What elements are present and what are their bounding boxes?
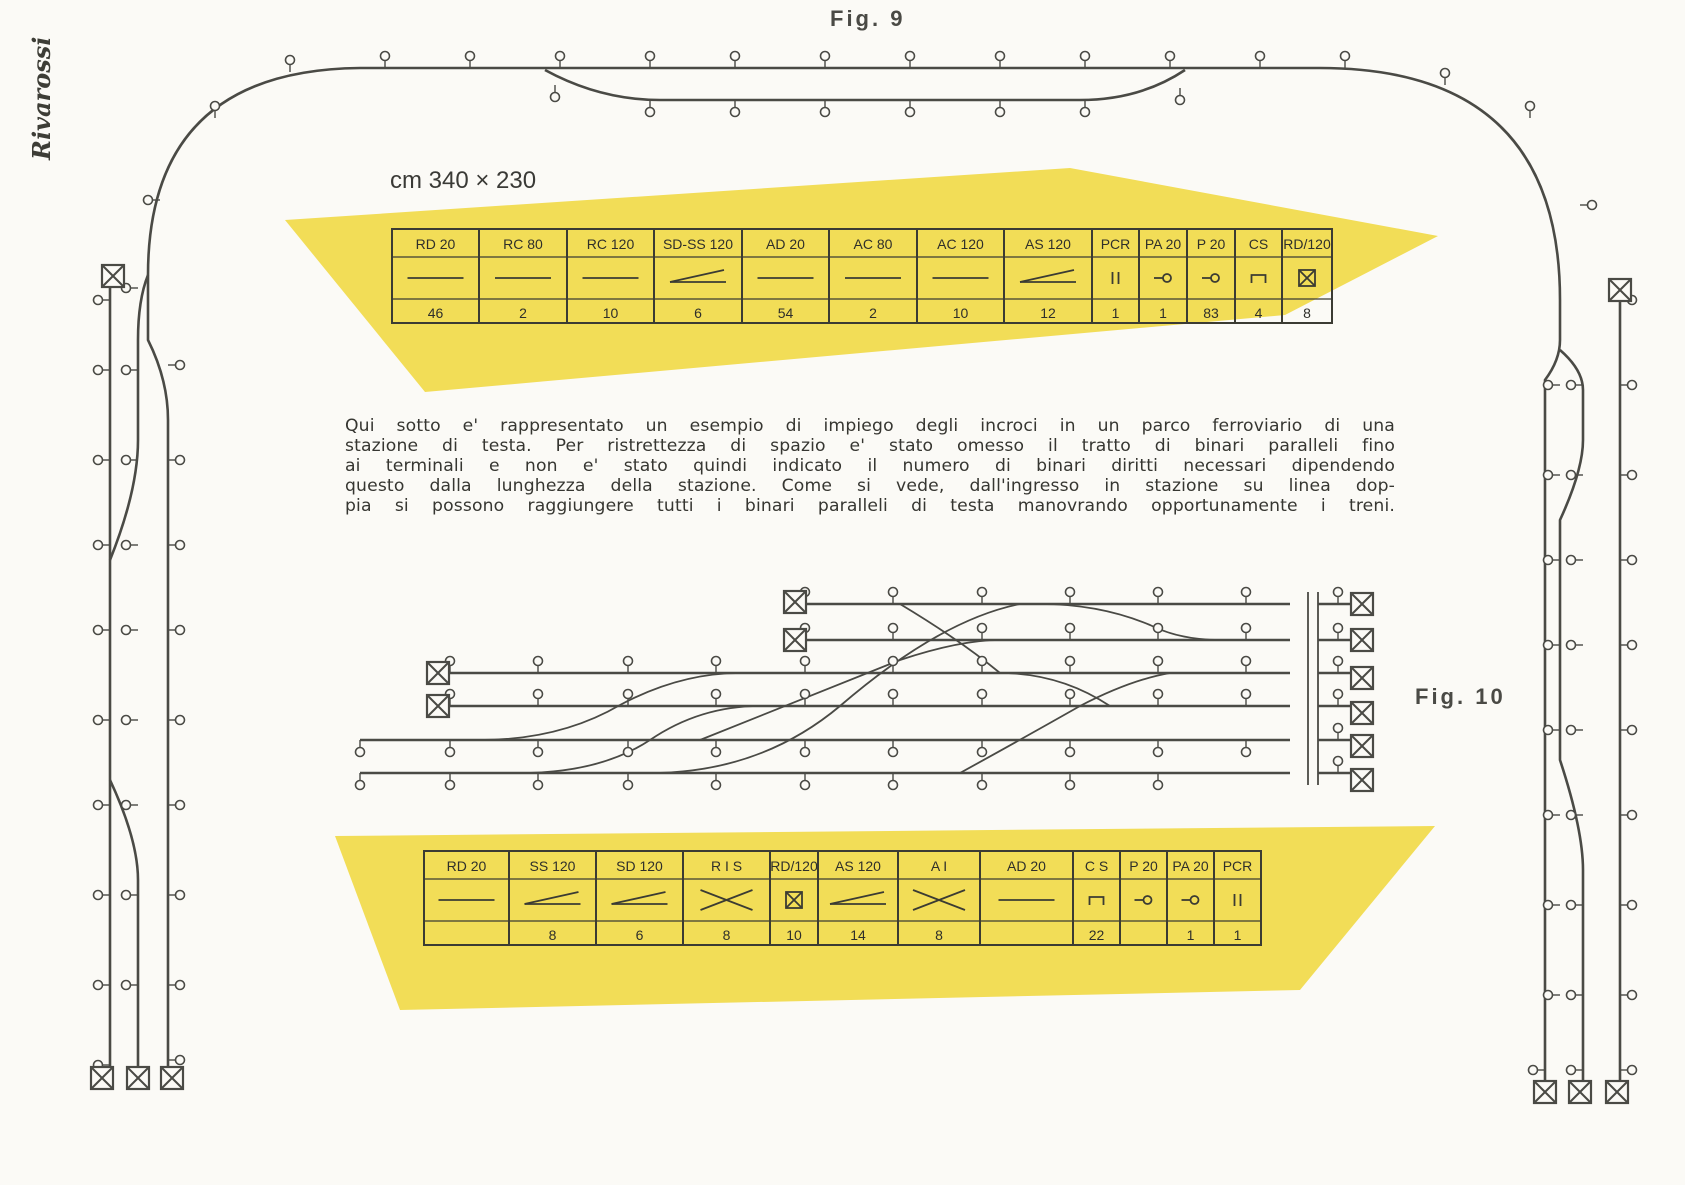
signal-icon <box>211 102 220 111</box>
t1-qty-9: 1 <box>1159 305 1167 321</box>
t1-qty-10: 83 <box>1203 305 1219 321</box>
signal-icon <box>978 748 987 757</box>
signal-icon <box>94 626 103 635</box>
t2-qty-1: 8 <box>548 927 557 943</box>
signal-icon <box>122 981 131 990</box>
signal-icon <box>1154 690 1163 699</box>
signal-icon <box>1176 96 1185 105</box>
signal-icon <box>176 891 185 900</box>
t1-header-9: PA 20 <box>1144 236 1182 252</box>
t2-header-2: SD 120 <box>616 858 663 874</box>
t1-header-7: AS 120 <box>1025 236 1071 252</box>
signal-icon <box>446 781 455 790</box>
signal-icon <box>94 456 103 465</box>
signal-icon <box>1588 201 1597 210</box>
signal-icon <box>821 52 830 61</box>
description-line-3: ai terminali e non e' stato quindi indicato il numero di binari diritti necessari dipendendo <box>345 456 1395 476</box>
t1-header-3: SD-SS 120 <box>662 236 734 252</box>
t2-header-8: C S <box>1084 858 1109 874</box>
signal-icon <box>1544 991 1553 1000</box>
t1-header-12: RD/120 <box>1283 236 1331 252</box>
t2-qty-2: 6 <box>635 927 644 943</box>
signal-icon <box>1334 657 1343 666</box>
signal-icon <box>906 108 915 117</box>
signal-icon <box>1526 102 1535 111</box>
t1-header-10: P 20 <box>1196 236 1226 252</box>
signal-icon <box>1066 781 1075 790</box>
t1-header-2: RC 120 <box>586 236 635 252</box>
signal-icon <box>1567 991 1576 1000</box>
signal-icon <box>1567 641 1576 650</box>
t1-qty-4: 54 <box>777 305 794 321</box>
t2-header-7: AD 20 <box>1007 858 1046 874</box>
signal-icon <box>1066 690 1075 699</box>
fig10-signals <box>356 588 1374 792</box>
signal-icon <box>712 748 721 757</box>
signal-icon <box>176 1056 185 1065</box>
signal-icon <box>1628 726 1637 735</box>
t1-qty-1: 2 <box>519 305 527 321</box>
signal-icon <box>1081 108 1090 117</box>
signal-icon <box>1567 901 1576 910</box>
signal-icon <box>1154 657 1163 666</box>
t1-header-8: PCR <box>1100 236 1131 252</box>
signal-icon <box>356 781 365 790</box>
signal-icon <box>1544 556 1553 565</box>
t1-header-11: CS <box>1248 236 1269 252</box>
signal-icon <box>731 52 740 61</box>
signal-icon <box>176 456 185 465</box>
signal-icon <box>94 891 103 900</box>
t2-qty-11: 1 <box>1233 927 1242 943</box>
signal-icon <box>624 657 633 666</box>
signal-icon <box>286 56 295 65</box>
signal-icon <box>821 108 830 117</box>
signal-icon <box>1242 657 1251 666</box>
signal-icon <box>624 781 633 790</box>
signal-icon <box>1567 1066 1576 1075</box>
signal-icon <box>646 108 655 117</box>
fig9-title: Fig. 9 <box>830 6 906 31</box>
signal-icon <box>1256 52 1265 61</box>
signal-icon <box>94 981 103 990</box>
signal-icon <box>1066 588 1075 597</box>
signal-icon <box>556 52 565 61</box>
t2-header-11: PCR <box>1222 858 1253 874</box>
signal-icon <box>534 781 543 790</box>
fig9-parts-table <box>285 168 1438 392</box>
signal-icon <box>122 891 131 900</box>
signal-icon <box>889 624 898 633</box>
signal-icon <box>1628 991 1637 1000</box>
signal-icon <box>1544 726 1553 735</box>
signal-icon <box>801 781 810 790</box>
signal-icon <box>978 781 987 790</box>
signal-icon <box>1334 757 1343 766</box>
signal-icon <box>646 52 655 61</box>
signal-icon <box>94 296 103 305</box>
signal-icon <box>1334 690 1343 699</box>
signal-icon <box>144 196 153 205</box>
t1-header-0: RD 20 <box>415 236 456 252</box>
fig9-dimensions: cm 340 × 230 <box>390 167 537 194</box>
signal-icon <box>176 981 185 990</box>
signal-icon <box>1628 811 1637 820</box>
signal-icon <box>122 626 131 635</box>
t1-qty-2: 10 <box>602 305 619 321</box>
signal-icon <box>978 657 987 666</box>
signal-icon <box>1544 901 1553 910</box>
signal-icon <box>1066 624 1075 633</box>
signal-icon <box>978 588 987 597</box>
t1-header-5: AC 80 <box>853 236 893 252</box>
brand-logo: Rivarossi <box>27 36 56 160</box>
t2-qty-6: 8 <box>935 927 943 943</box>
signal-icon <box>534 657 543 666</box>
t2-header-5: AS 120 <box>835 858 881 874</box>
signal-icon <box>534 748 543 757</box>
signal-icon <box>122 716 131 725</box>
signal-icon <box>1567 811 1576 820</box>
signal-icon <box>122 366 131 375</box>
fig10-track-layout <box>360 592 1360 785</box>
signal-icon <box>1628 641 1637 650</box>
t1-qty-11: 4 <box>1254 305 1263 321</box>
signal-icon <box>1242 624 1251 633</box>
signal-icon <box>889 657 898 666</box>
signal-icon <box>1441 69 1450 78</box>
signal-icon <box>889 588 898 597</box>
t2-qty-5: 14 <box>850 927 866 943</box>
signal-icon <box>176 361 185 370</box>
signal-icon <box>624 748 633 757</box>
t2-header-1: SS 120 <box>529 858 576 874</box>
signal-icon <box>712 657 721 666</box>
t1-qty-3: 6 <box>694 305 702 321</box>
signal-icon <box>534 690 543 699</box>
signal-icon <box>1154 624 1163 633</box>
signal-icon <box>1242 690 1251 699</box>
signal-icon <box>176 801 185 810</box>
signal-icon <box>801 748 810 757</box>
signal-icon <box>889 781 898 790</box>
signal-icon <box>1567 471 1576 480</box>
signal-icon <box>1628 381 1637 390</box>
signal-icon <box>551 93 560 102</box>
t1-header-1: RC 80 <box>503 236 543 252</box>
signal-icon <box>801 657 810 666</box>
signal-icon <box>1567 726 1576 735</box>
signal-icon <box>906 52 915 61</box>
t2-header-0: RD 20 <box>446 858 487 874</box>
signal-icon <box>122 801 131 810</box>
signal-icon <box>176 716 185 725</box>
t1-qty-6: 10 <box>952 305 969 321</box>
t1-qty-12: 8 <box>1303 305 1311 321</box>
signal-icon <box>978 690 987 699</box>
signal-icon <box>1081 52 1090 61</box>
t2-qty-4: 10 <box>786 927 802 943</box>
signal-icon <box>712 690 721 699</box>
description-line-4: questo dalla lunghezza della stazione. Come si vede, dall'ingresso in stazione su linea dop- <box>345 476 1395 496</box>
signal-icon <box>624 690 633 699</box>
t2-header-6: A I <box>930 858 948 874</box>
t1-qty-8: 1 <box>1111 305 1120 321</box>
t2-header-9: P 20 <box>1129 858 1158 874</box>
description-line-5: pia si possono raggiungere tutti i binari paralleli di testa manovrando opportunamente i treni. <box>345 496 1395 516</box>
signal-icon <box>1544 811 1553 820</box>
description-text <box>345 416 1395 516</box>
signal-icon <box>996 52 1005 61</box>
signal-icon <box>1066 657 1075 666</box>
signal-icon <box>1628 901 1637 910</box>
signal-icon <box>1242 748 1251 757</box>
signal-icon <box>1544 471 1553 480</box>
signal-icon <box>1628 556 1637 565</box>
signal-icon <box>1334 588 1343 597</box>
signal-icon <box>1154 781 1163 790</box>
t1-qty-0: 46 <box>427 305 444 321</box>
t2-header-10: PA 20 <box>1172 858 1209 874</box>
signal-icon <box>356 748 365 757</box>
signal-icon <box>1341 52 1350 61</box>
signal-icon <box>1567 556 1576 565</box>
signal-icon <box>381 52 390 61</box>
signal-icon <box>176 626 185 635</box>
signal-icon <box>94 366 103 375</box>
t1-header-6: AC 120 <box>937 236 984 252</box>
t2-header-4: RD/120 <box>770 858 818 874</box>
signal-icon <box>1529 1066 1538 1075</box>
description-line-1: Qui sotto e' rappresentato un esempio di impiego degli incroci in un parco ferroviario di una <box>345 416 1395 436</box>
signal-icon <box>1154 748 1163 757</box>
signal-icon <box>1154 588 1163 597</box>
t1-qty-5: 2 <box>869 305 877 321</box>
signal-icon <box>1544 641 1553 650</box>
t1-qty-7: 12 <box>1040 305 1056 321</box>
signal-icon <box>466 52 475 61</box>
signal-icon <box>731 108 740 117</box>
t1-header-4: AD 20 <box>766 236 805 252</box>
signal-icon <box>1242 588 1251 597</box>
signal-icon <box>1567 381 1576 390</box>
signal-icon <box>996 108 1005 117</box>
signal-icon <box>1334 724 1343 733</box>
signal-icon <box>94 801 103 810</box>
signal-icon <box>1628 471 1637 480</box>
signal-icon <box>94 716 103 725</box>
signal-icon <box>978 624 987 633</box>
t2-qty-8: 22 <box>1088 927 1105 943</box>
t2-qty-3: 8 <box>722 927 731 943</box>
signal-icon <box>889 748 898 757</box>
signal-icon <box>122 456 131 465</box>
signal-icon <box>801 690 810 699</box>
signal-icon <box>1166 52 1175 61</box>
signal-icon <box>176 541 185 550</box>
t2-header-3: R I S <box>710 858 743 874</box>
fig10-title: Fig. 10 <box>1415 684 1506 709</box>
signal-icon <box>1544 381 1553 390</box>
signal-icon <box>122 541 131 550</box>
signal-icon <box>712 781 721 790</box>
signal-icon <box>446 748 455 757</box>
signal-icon <box>94 541 103 550</box>
description-line-2: stazione di testa. Per ristrettezza di spazio e' stato omesso il tratto di binari paralleli fino <box>345 436 1395 456</box>
signal-icon <box>1066 748 1075 757</box>
fig10-parts-table <box>335 826 1435 1010</box>
signal-icon <box>1628 1066 1637 1075</box>
t2-qty-10: 1 <box>1186 927 1195 943</box>
signal-icon <box>889 690 898 699</box>
signal-icon <box>1334 624 1343 633</box>
